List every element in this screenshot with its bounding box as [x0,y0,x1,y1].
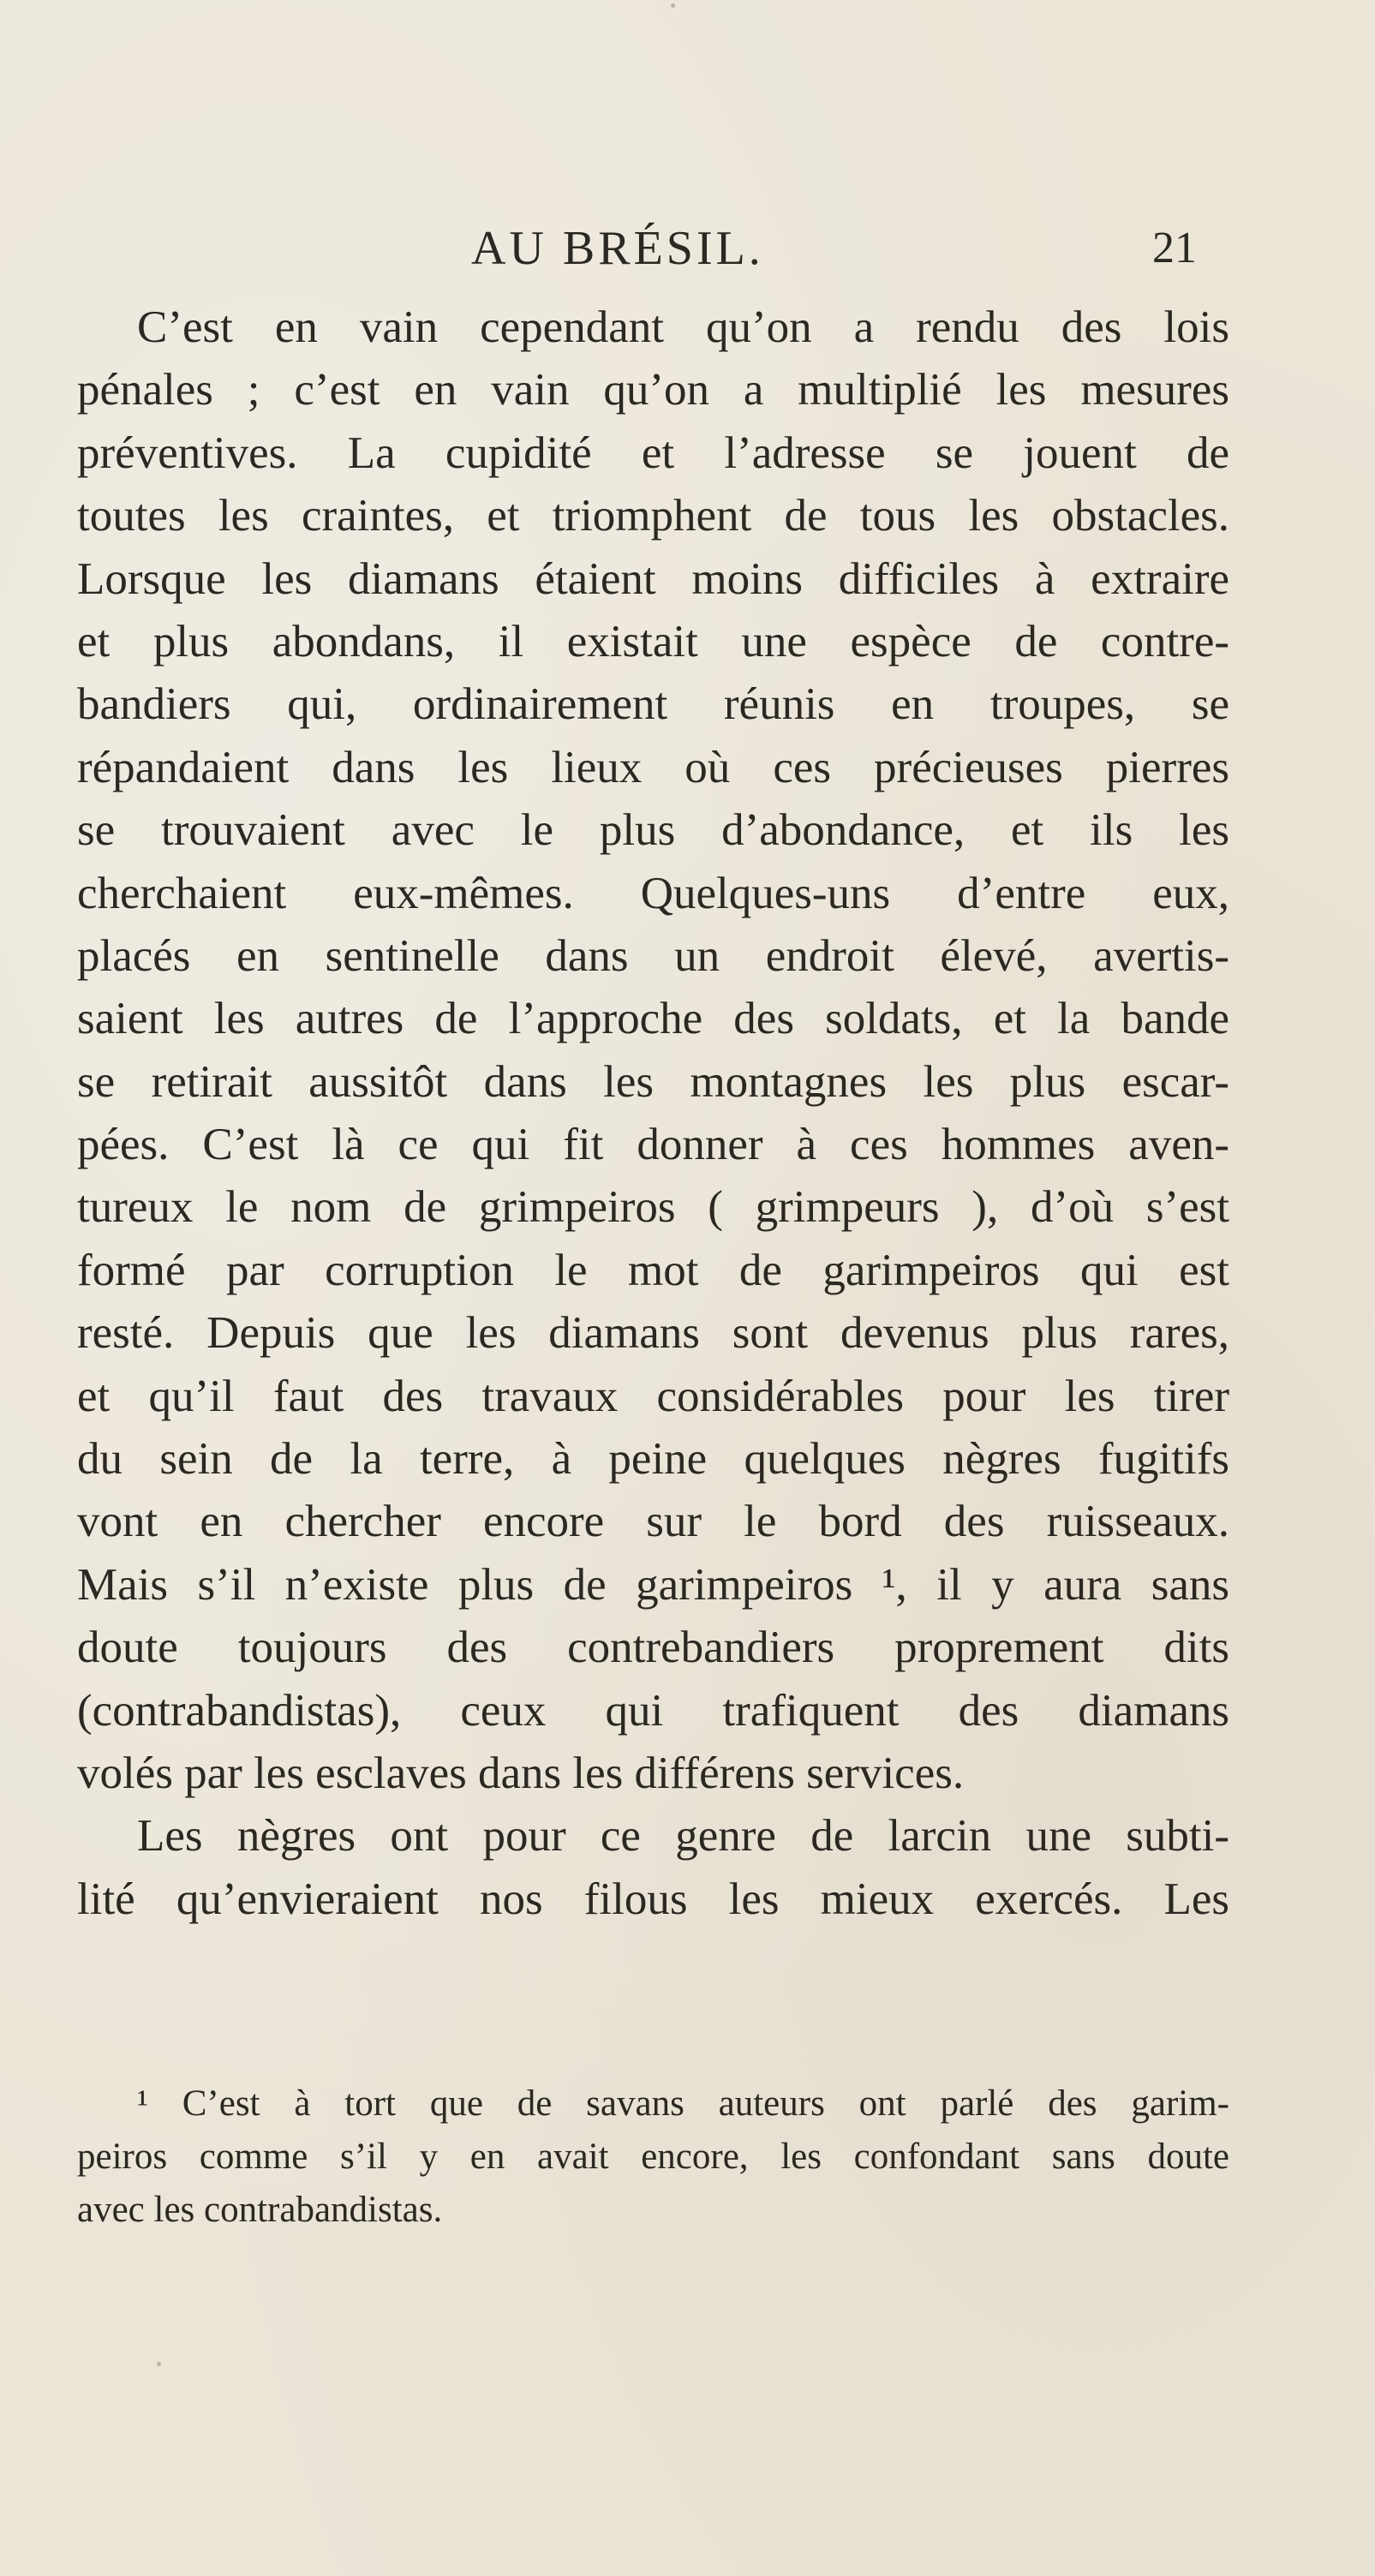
text-line: et qu’il faut des travaux considérables pour les tirer [77,1371,1229,1421]
running-head: AU BRÉSIL. [471,222,764,275]
text-line: doute toujours des contrebandiers proprement dits [77,1623,1229,1673]
text-line: Lorsque les diamans étaient moins difficiles à extraire [77,553,1229,604]
footnote-line: avec les contrabandistas. [77,2190,443,2230]
text-line: pées. C’est là ce qui fit donner à ces hommes aven- [77,1120,1229,1170]
body-text [77,296,1229,1931]
text-line: Les nègres ont pour ce genre de larcin une subti- [137,1811,1229,1862]
text-line: volés par les esclaves dans les différens services. [77,1748,965,1798]
page-header [0,214,1375,283]
text-line: formé par corruption le mot de garimpeiros qui est [77,1245,1229,1295]
text-line: lité qu’envieraient nos filous les mieux exercés. Les [77,1874,1229,1924]
ink-speck [671,3,675,8]
text-line: pénales ; c’est en vain qu’on a multiplié les mesures [77,365,1229,415]
text-line: se trouvaient avec le plus d’abondance, et ils les [77,805,1229,856]
footnote-line: ¹ C’est à tort que de savans auteurs ont parlé des garim- [137,2083,1229,2124]
footnote [77,2077,1229,2237]
text-line: vont en chercher encore sur le bord des ruisseaux. [77,1497,1229,1547]
text-line: resté. Depuis que les diamans sont devenus plus rares, [77,1308,1229,1359]
text-line: bandiers qui, ordinairement réunis en troupes, se [77,679,1229,730]
text-line: et plus abondans, il existait une espèce de contre- [77,616,1229,666]
page-number: 21 [1152,224,1197,272]
text-line: du sein de la terre, à peine quelques nègres fugitifs [77,1434,1229,1485]
text-line: C’est en vain cependant qu’on a rendu des lois [137,302,1229,352]
text-line: se retirait aussitôt dans les montagnes les plus escar- [77,1056,1229,1107]
text-line: Mais s’il n’existe plus de garimpeiros ¹, il y aura sans [77,1559,1229,1610]
text-line: cherchaient eux-mêmes. Quelques-uns d’entre eux, [77,868,1229,918]
text-line: tureux le nom de grimpeiros ( grimpeurs ), d’où s’est [77,1182,1229,1233]
text-line: préventives. La cupidité et l’adresse se jouent de [77,427,1229,478]
text-line: saient les autres de l’approche des soldats, et la bande [77,994,1229,1044]
ink-speck [157,2362,161,2366]
text-line: placés en sentinelle dans un endroit élevé, avertis- [77,930,1229,981]
footnote-line: peiros comme s’il y en avait encore, les confondant sans doute [77,2137,1229,2177]
text-line: (contrabandistas), ceux qui trafiquent des diamans [77,1685,1229,1736]
text-line: répandaient dans les lieux où ces précieuses pierres [77,742,1229,792]
text-line: toutes les craintes, et triomphent de tous les obstacles. [77,491,1229,541]
